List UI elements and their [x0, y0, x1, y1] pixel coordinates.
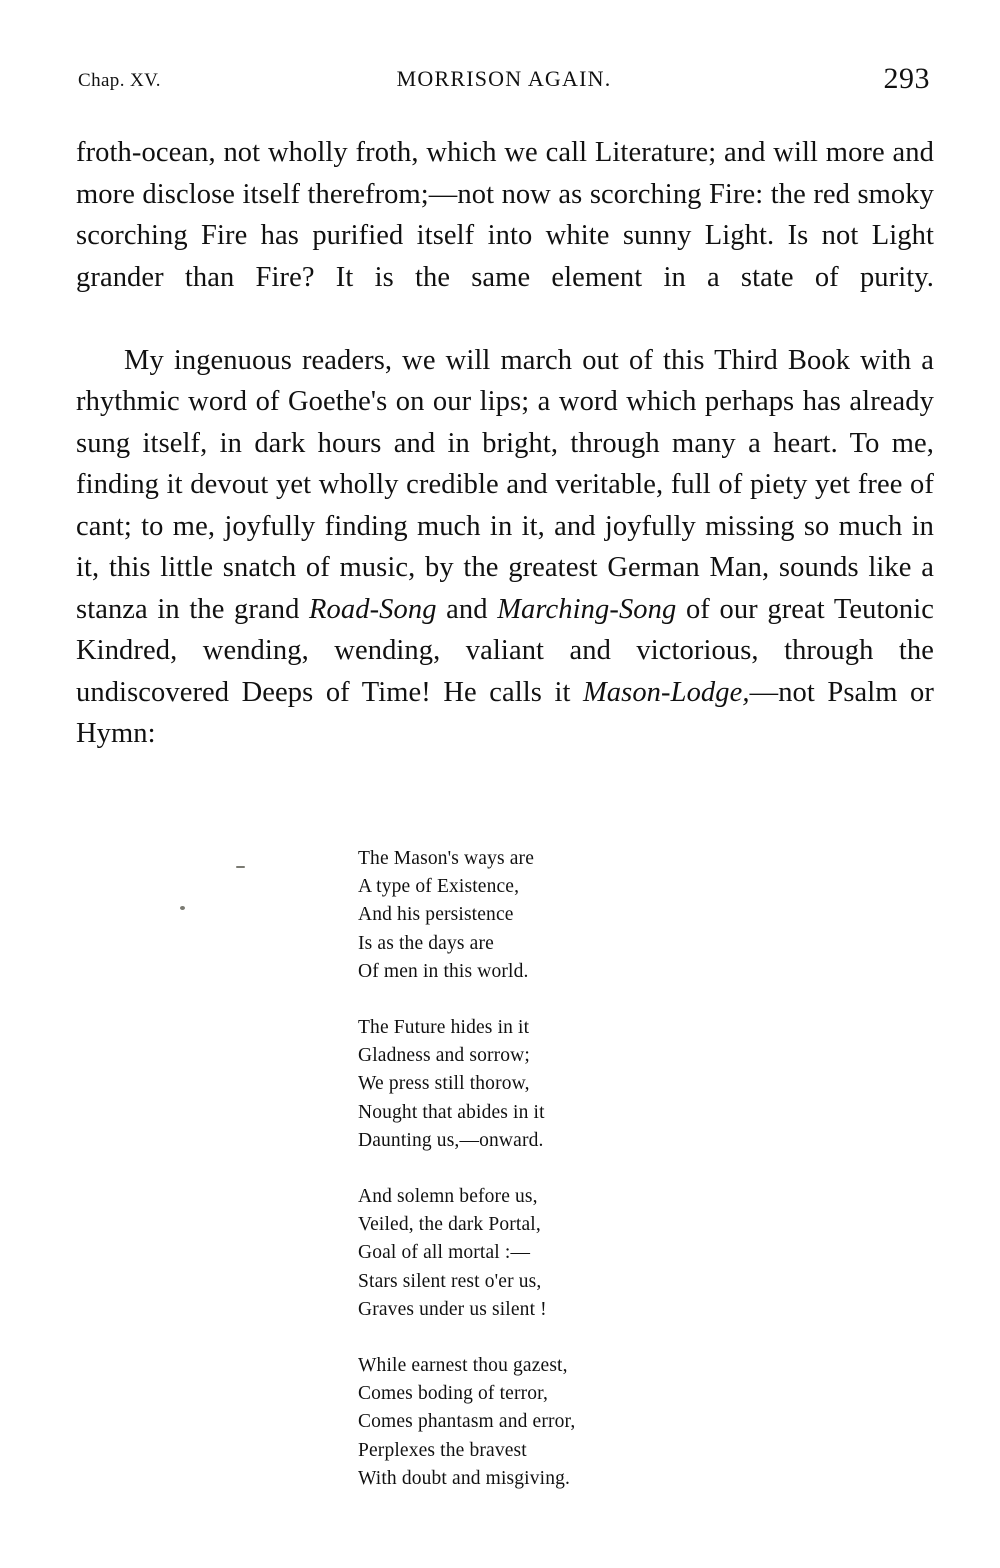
poem-mason-lodge — [358, 845, 778, 1493]
body-text — [76, 132, 934, 796]
poem-line: Perplexes the bravest — [358, 1439, 527, 1461]
poem-line: Gladness and sorrow; — [358, 1045, 530, 1067]
poem-line: We press still thorow, — [358, 1073, 530, 1095]
paragraph-closing — [76, 340, 934, 797]
running-head — [78, 62, 930, 102]
running-head-title: MORRISON AGAIN. — [396, 66, 612, 91]
print-speck — [180, 906, 185, 910]
page-number: 293 — [883, 62, 930, 95]
poem-line: Comes phantasm and error, — [358, 1411, 576, 1433]
paragraph-1-text: froth-ocean, not wholly froth, which we call Literature; and will more and more disclose itself therefrom;—not now as scorching Fire: the red smoky scorching Fire has purified itself into white sunny Light. Is not Light grander than Fire? It is the same element in a state of purity. — [76, 137, 934, 293]
poem-line: Daunting us,—onward. — [358, 1129, 544, 1151]
title-marching-song: Marching-Song — [497, 593, 677, 625]
poem-line: While earnest thou gazest, — [358, 1355, 568, 1377]
poem-line: Comes boding of terror, — [358, 1383, 549, 1405]
poem-line: Goal of all mortal :— — [358, 1242, 531, 1264]
poem-line: The Mason's ways are — [358, 848, 535, 869]
poem-line: Graves under us silent ! — [358, 1298, 547, 1320]
poem-line: Is as the days are — [358, 932, 494, 954]
paragraph-2-text-c: of our great Teutonic Kindred, wending, wending, valiant and victorious, through the undiscovered Deeps of Time! He calls it — [76, 593, 934, 708]
poem-stanza — [358, 1014, 778, 1155]
title-mason-lodge: Mason-Lodge, — [582, 676, 750, 708]
poem-stanza — [358, 1352, 778, 1493]
running-head-chapter: Chap. XV. — [78, 70, 161, 91]
poem-line: The Future hides in it — [358, 1017, 530, 1039]
poem-line: Stars silent rest o'er us, — [358, 1270, 542, 1292]
poem-line: And his persistence — [358, 904, 514, 926]
paragraph-2-text-a: My ingenuous readers, we will march out of this Third Book with a rhythmic word of Goethe's on our lips; a word which perhaps has already sung itself, in dark hours and in bright, through many a heart. To me, finding it devout yet wholly credible and veritable, full of piety yet free of cant; to me, joyfully finding much in it, and joyfully missing so much in it, this little snatch of music, by the greatest German Man, sounds like a stanza in the grand — [76, 344, 934, 625]
poem-stanza — [358, 845, 778, 986]
print-speck — [236, 866, 245, 868]
poem-line: And solemn before us, — [358, 1186, 538, 1208]
title-road-song: Road-Song — [309, 593, 437, 625]
poem-line: Of men in this world. — [358, 960, 529, 982]
paragraph-2-text-b: and — [436, 593, 498, 625]
poem-stanza — [358, 1183, 778, 1324]
paragraph-continued — [76, 132, 934, 340]
poem-line: Veiled, the dark Portal, — [358, 1214, 541, 1236]
paragraph-2-text-d: —not Psalm or Hymn: — [76, 676, 934, 749]
poem-line: A type of Existence, — [358, 876, 520, 898]
poem-line: With doubt and misgiving. — [358, 1467, 571, 1489]
poem-line: Nought that abides in it — [358, 1101, 545, 1123]
